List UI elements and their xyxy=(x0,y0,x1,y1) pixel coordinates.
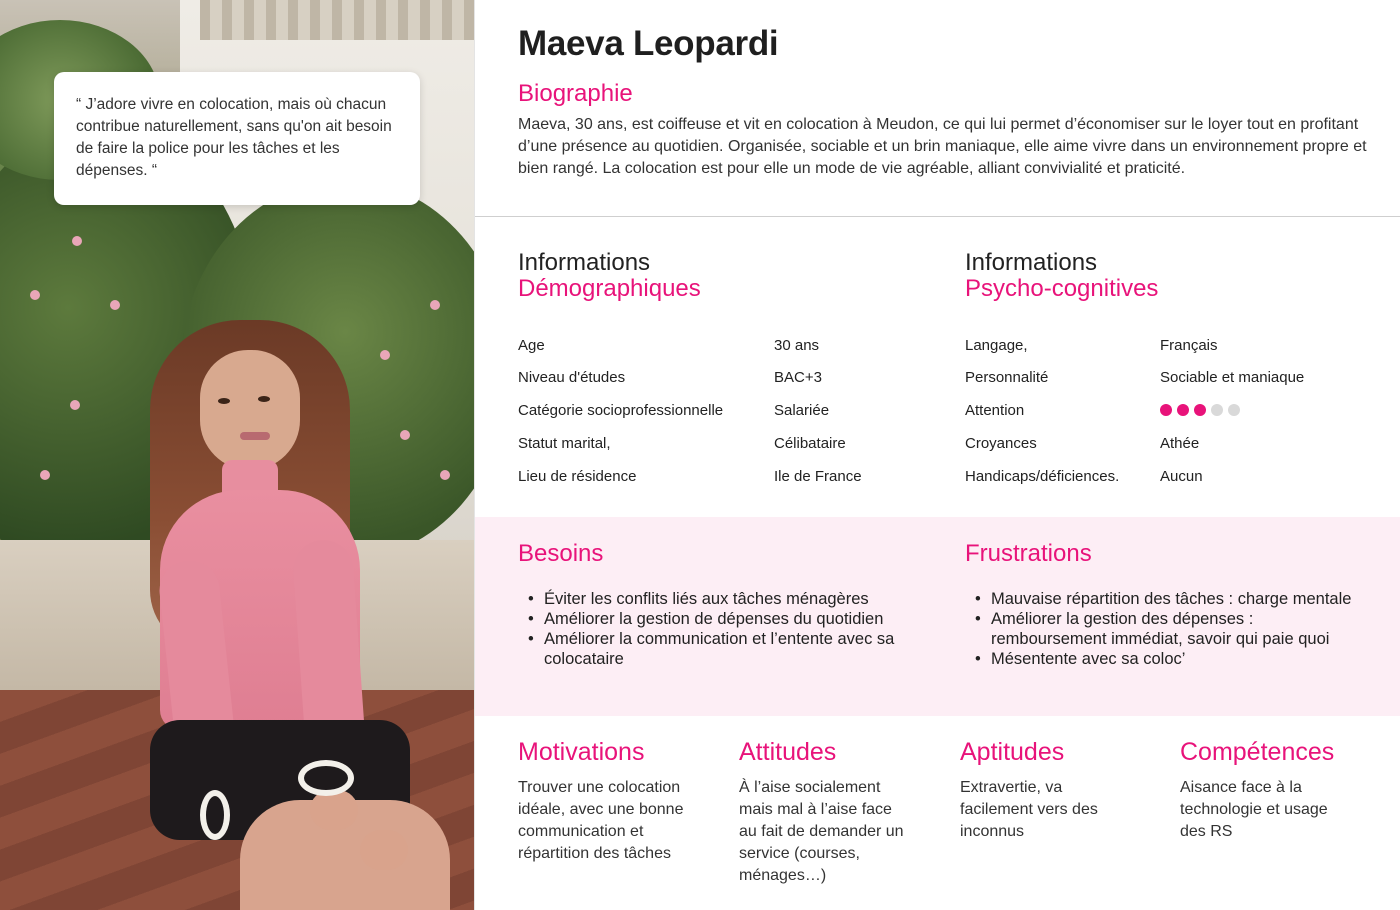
persona-photo xyxy=(0,0,474,910)
list-item: • Améliorer la gestion de dépenses du quotidien xyxy=(518,609,918,629)
motivations-title: Motivations xyxy=(518,738,645,766)
bio-text: Maeva, 30 ans, est coiffeuse et vit en colocation à Meudon, ce qui lui permet d’économiser sur le loyer tout en profitant d’une présence au quotidien. Organisée, sociable et un brin maniaque, elle aime vivre dans un environnement propre et bien rangé. La colocation est pour elle un mode de vie agréable, alliant convivialité et praticité. xyxy=(518,116,1367,177)
aptitudes-text: Extravertie, va facilement vers des inconnus xyxy=(960,779,1098,840)
persona-name: Maeva Leopardi xyxy=(518,24,779,63)
psy-label-personality: Personnalité xyxy=(965,369,1049,386)
persona-quote: “ J’adore vivre en colocation, mais où chacun contribue naturellement, sans qu'on ait besoin de faire la police pour les tâches et les dépenses. “ xyxy=(54,72,420,205)
demo-label-residence: Lieu de résidence xyxy=(518,468,637,485)
rating-dot-empty xyxy=(1228,404,1240,416)
demo-label-marital: Statut marital, xyxy=(518,435,611,452)
demo-label-age: Age xyxy=(518,337,545,354)
rating-dot-filled xyxy=(1194,404,1206,416)
psy-value-beliefs: Athée xyxy=(1160,435,1200,452)
demo-label-education: Niveau d'études xyxy=(518,369,626,386)
attitudes-text: À l’aise socialement mais mal à l’aise face au fait de demander un service (courses, ménages…) xyxy=(739,779,904,884)
demo-value-education: BAC+3 xyxy=(774,369,822,386)
frustrations-title: Frustrations xyxy=(965,540,1092,567)
demo-value-csp: Salariée xyxy=(774,402,830,419)
competences-title: Compétences xyxy=(1180,738,1335,766)
rating-dot-filled xyxy=(1160,404,1172,416)
psy-label-beliefs: Croyances xyxy=(965,435,1037,452)
psy-label-disabilities: Handicaps/déficiences. xyxy=(965,468,1120,485)
frustrations-list xyxy=(965,589,1365,669)
psy-value-disabilities: Aucun xyxy=(1160,468,1203,485)
attitudes-title: Attitudes xyxy=(739,738,837,766)
demo-label-csp: Catégorie socioprofessionnelle xyxy=(518,402,724,419)
needs-title: Besoins xyxy=(518,540,604,567)
psy-value-language: Français xyxy=(1160,337,1218,354)
demo-value-residence: Ile de France xyxy=(774,468,862,485)
psy-label-language: Langage, xyxy=(965,337,1028,354)
motivations-text: Trouver une colocation idéale, avec une bonne communication et répartition des tâches xyxy=(518,779,684,862)
demographics-title: Informations Démographiques xyxy=(518,249,701,302)
bio-title: Biographie xyxy=(518,80,633,107)
competences-text: Aisance face à la technologie et usage des RS xyxy=(1180,779,1328,840)
list-item: • Améliorer la gestion des dépenses : remboursement immédiat, savoir qui paie quoi xyxy=(965,609,1365,649)
needs-list xyxy=(518,589,918,669)
attention-rating xyxy=(1160,404,1240,416)
aptitudes-title: Aptitudes xyxy=(960,738,1065,766)
persona-details xyxy=(474,0,1400,910)
psy-label-attention: Attention xyxy=(965,402,1025,419)
list-item: • Mésentente avec sa coloc’ xyxy=(965,649,1365,669)
rating-dot-empty xyxy=(1211,404,1223,416)
divider xyxy=(475,216,1400,217)
psycho-title: Informations Psycho-cognitives xyxy=(965,249,1159,302)
demo-value-age: 30 ans xyxy=(774,337,820,354)
list-item: • Mauvaise répartition des tâches : charge mentale xyxy=(965,589,1365,609)
psy-value-personality: Sociable et maniaque xyxy=(1160,369,1305,386)
demo-value-marital: Célibataire xyxy=(774,435,846,452)
list-item: • Améliorer la communication et l’entente avec sa colocataire xyxy=(518,629,918,669)
rating-dot-filled xyxy=(1177,404,1189,416)
list-item: • Éviter les conflits liés aux tâches ménagères xyxy=(518,589,918,609)
